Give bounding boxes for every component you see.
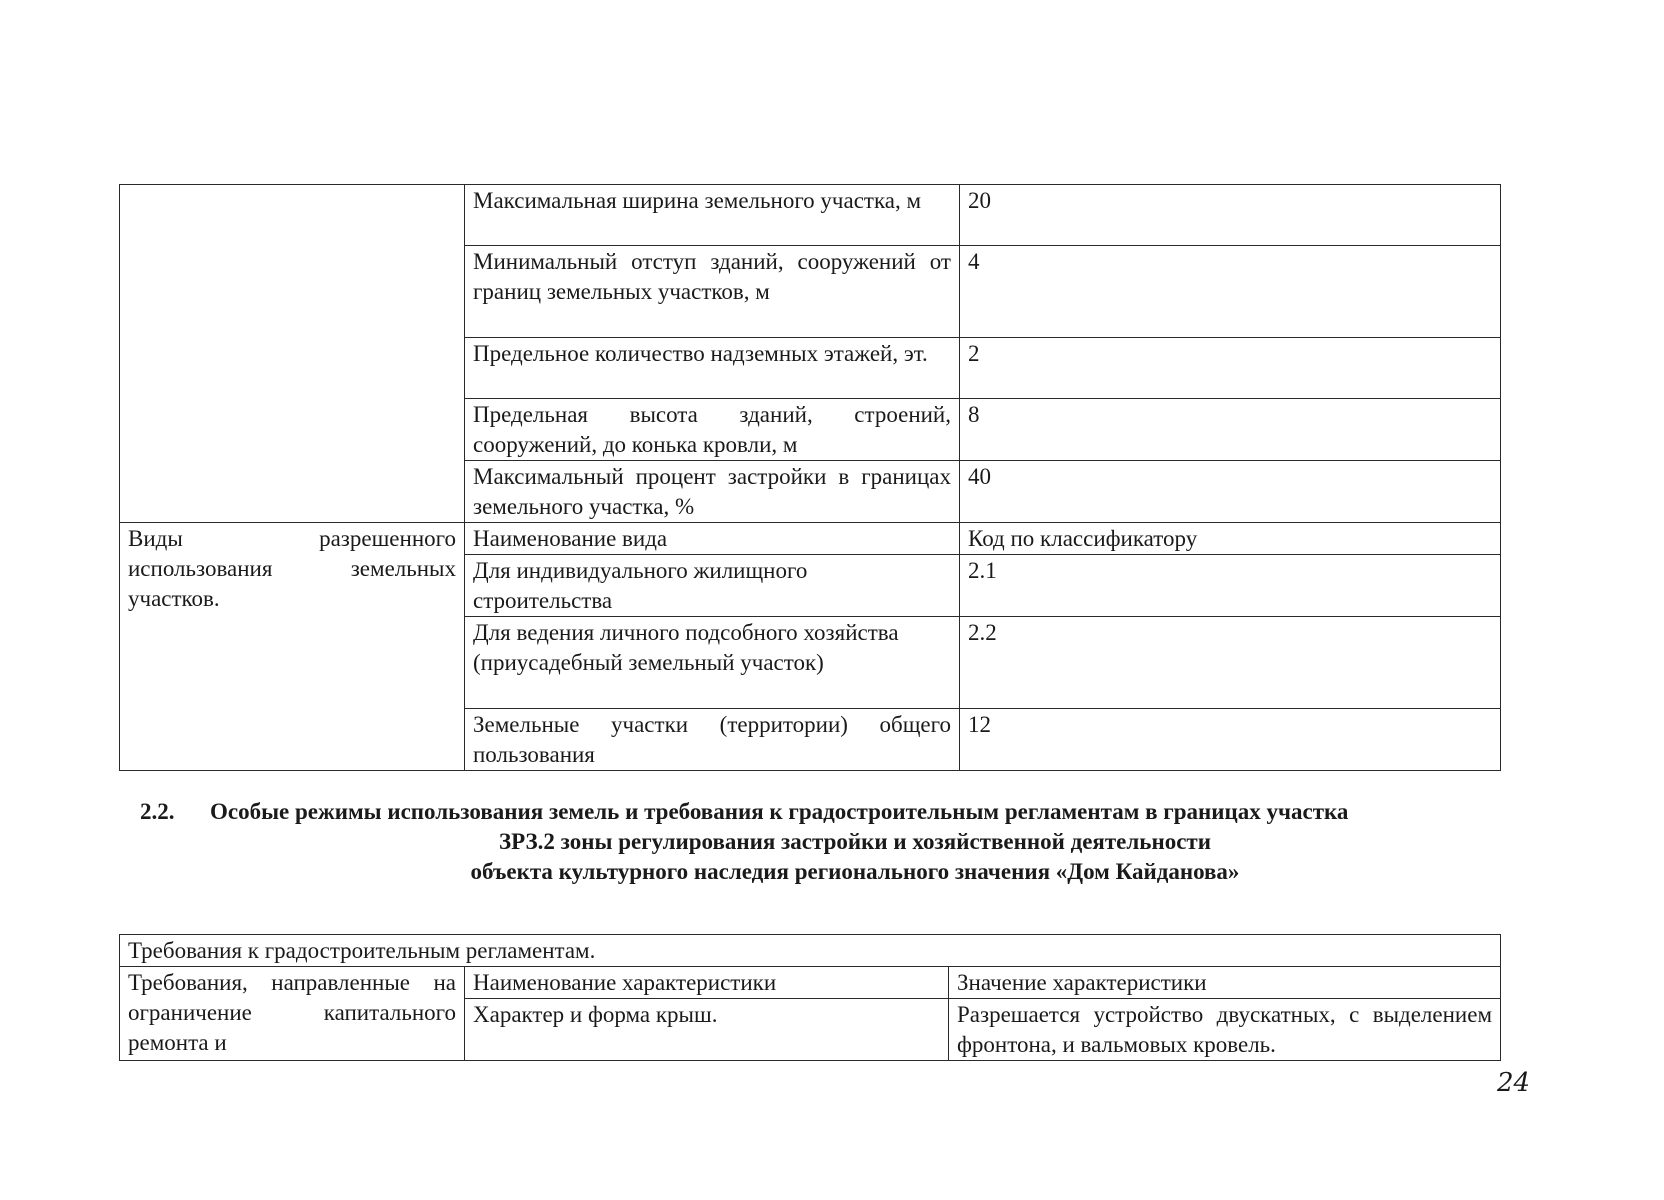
table-row (120, 185, 1501, 246)
use-code: 12 (960, 709, 1501, 771)
section-heading-line-1 (140, 797, 1540, 827)
uses-header-name: Наименование вида (465, 523, 960, 555)
param-name: Максимальная ширина земельного участка, м (465, 185, 960, 246)
table-row (120, 935, 1501, 967)
section-title-2: ЗРЗ.2 зоны регулирования застройки и хозяйственной деятельности (499, 829, 1211, 854)
section-heading (140, 797, 1540, 887)
parameters-table (119, 184, 1501, 771)
use-code: 2.1 (960, 555, 1501, 617)
col-name-header: Наименование характеристики (465, 967, 949, 999)
param-name: Предельное количество надземных этажей, эт. (465, 338, 960, 399)
param-value: 8 (960, 399, 1501, 461)
table-row (120, 967, 1501, 999)
uses-header-code: Код по классификатору (960, 523, 1501, 555)
characteristic-name: Характер и форма крыш. (465, 999, 949, 1061)
requirements-title: Требования к градостроительным регламентам. (120, 935, 1501, 967)
table-row (120, 523, 1501, 555)
use-name: Для индивидуального жилищного строительства (465, 555, 960, 617)
param-value: 40 (960, 461, 1501, 523)
characteristic-value: Разрешается устройство двускатных, с выделением фронтона, и вальмовых кровель. (949, 999, 1501, 1061)
use-code: 2.2 (960, 617, 1501, 709)
section-number: 2.2. (140, 799, 175, 824)
param-value: 20 (960, 185, 1501, 246)
requirements-left-label: Требования, направленные на ограничение капитального ремонта и (120, 967, 465, 1061)
param-value: 4 (960, 246, 1501, 338)
param-name: Предельная высота зданий, строений, сооружений, до конька кровли, м (465, 399, 960, 461)
requirements-table (119, 934, 1501, 1061)
param-name: Максимальный процент застройки в границах земельного участка, % (465, 461, 960, 523)
param-value: 2 (960, 338, 1501, 399)
empty-cell (120, 185, 465, 523)
col-value-header: Значение характеристики (949, 967, 1501, 999)
section-title-3: объекта культурного наследия регионального значения «Дом Кайданова» (470, 859, 1240, 884)
param-name: Минимальный отступ зданий, сооружений от границ земельных участков, м (465, 246, 960, 338)
page-number: 24 (1497, 1068, 1531, 1098)
uses-label: Виды разрешенного использования земельных участков. (120, 523, 465, 771)
use-name: Для ведения личного подсобного хозяйства (приусадебный земельный участок) (465, 617, 960, 709)
section-title-1: Особые режимы использования земель и требования к градостроительным регламентам в границах участка (210, 799, 1349, 824)
use-name: Земельные участки (территории) общего пользования (465, 709, 960, 771)
